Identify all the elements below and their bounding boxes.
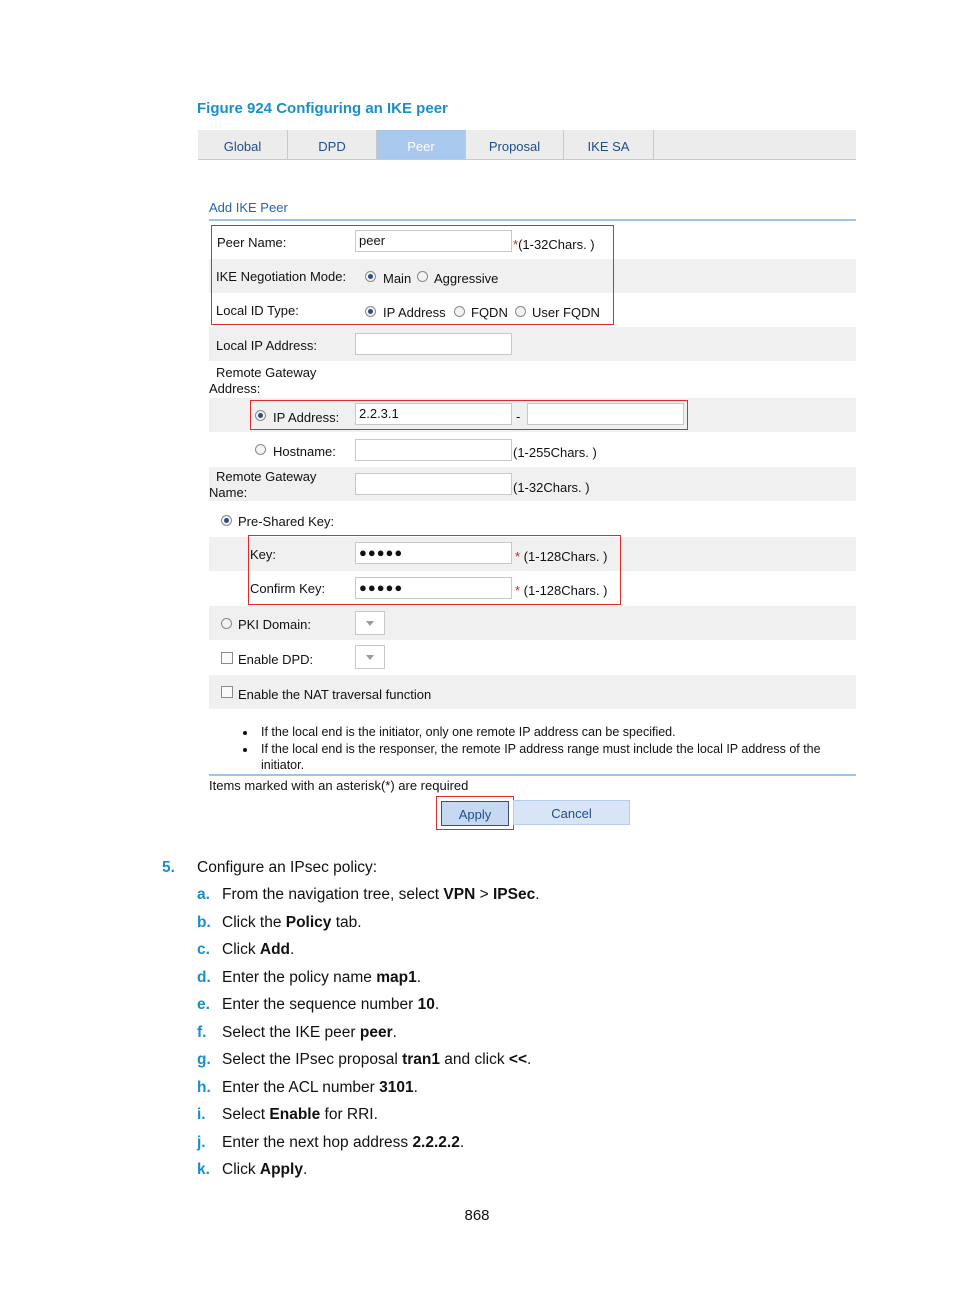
remote-ip-label: IP Address: bbox=[273, 410, 340, 425]
remote-gw-name-label-2: Name: bbox=[209, 485, 248, 500]
substep-item bbox=[197, 1134, 464, 1152]
tab-proposal[interactable]: Proposal bbox=[466, 130, 564, 159]
key-hint-text: (1-128Chars. ) bbox=[520, 549, 608, 564]
substep-text: . bbox=[459, 1133, 465, 1151]
substep-emphasis: << bbox=[508, 1051, 528, 1068]
substep-letter: c. bbox=[197, 941, 210, 958]
substep-text: Select the IPsec proposal bbox=[222, 1051, 403, 1068]
substep-emphasis: peer bbox=[359, 1023, 393, 1041]
substep-item bbox=[197, 1106, 378, 1124]
substep-item bbox=[197, 1024, 397, 1042]
substep-emphasis: Policy bbox=[285, 913, 332, 931]
confirm-key-hint-text: (1-128Chars. ) bbox=[520, 583, 608, 598]
tab-global[interactable]: Global bbox=[198, 130, 288, 159]
substep-text: . bbox=[527, 1051, 532, 1068]
substep-text: Enter the policy name bbox=[222, 968, 377, 986]
substep-emphasis: 2.2.2.2 bbox=[412, 1133, 460, 1151]
substep-emphasis: tran1 bbox=[402, 1051, 440, 1068]
substep-text: . bbox=[302, 1161, 308, 1178]
hostname-input[interactable] bbox=[355, 439, 512, 461]
confirm-key-input[interactable]: ●●●●● bbox=[355, 577, 512, 599]
required-asterisk: * bbox=[513, 237, 519, 252]
range-dash: - bbox=[516, 409, 521, 424]
substep-letter: d. bbox=[197, 968, 211, 986]
step-number: 5. bbox=[162, 859, 175, 876]
pki-domain-label: PKI Domain: bbox=[238, 617, 311, 632]
substep-emphasis: VPN bbox=[443, 886, 476, 903]
local-ip-label: Local IP Address: bbox=[216, 338, 317, 353]
form-title-divider bbox=[209, 219, 856, 221]
substep-item bbox=[197, 914, 362, 932]
required-note: Items marked with an asterisk(*) are required bbox=[209, 778, 469, 793]
radio-pki-domain[interactable] bbox=[221, 618, 232, 629]
substep-letter: f. bbox=[197, 1023, 207, 1041]
pki-domain-select[interactable] bbox=[355, 611, 385, 635]
peer-name-hint-text: (1-32Chars. ) bbox=[518, 237, 595, 252]
substep-item bbox=[197, 1079, 418, 1097]
enable-dpd-label: Enable DPD: bbox=[238, 652, 314, 667]
radio-id-ip-label: IP Address bbox=[383, 305, 446, 320]
apply-button[interactable]: Apply bbox=[441, 801, 509, 826]
substep-text: . bbox=[413, 1078, 418, 1096]
step-text: Configure an IPsec policy: bbox=[197, 859, 378, 876]
substep-emphasis: map1 bbox=[376, 968, 417, 986]
form-title: Add IKE Peer bbox=[209, 200, 288, 215]
substep-text: From the navigation tree, select bbox=[222, 886, 444, 903]
radio-aggressive-label: Aggressive bbox=[434, 271, 499, 286]
highlight-box bbox=[248, 535, 621, 605]
form-bottom-divider bbox=[209, 774, 856, 776]
substep-item bbox=[197, 941, 294, 959]
substep-text: . bbox=[416, 968, 422, 986]
tab-ike-sa[interactable]: IKE SA bbox=[564, 130, 654, 159]
radio-hostname[interactable] bbox=[255, 444, 266, 455]
substep-text: for RRI. bbox=[320, 1106, 378, 1123]
substep-item bbox=[197, 1051, 531, 1069]
remote-gw-name-input[interactable] bbox=[355, 473, 512, 495]
radio-id-user-fqdn-label: User FQDN bbox=[532, 305, 600, 320]
remote-gw-name-label-1: Remote Gateway bbox=[216, 469, 317, 484]
substep-letter: k. bbox=[197, 1161, 210, 1178]
required-asterisk: * bbox=[515, 549, 521, 564]
local-ip-input[interactable] bbox=[355, 333, 512, 355]
pre-shared-key-label: Pre-Shared Key: bbox=[238, 514, 335, 529]
tab-peer[interactable]: Peer bbox=[377, 130, 466, 159]
remote-gw-address-label-2: Address: bbox=[209, 381, 261, 396]
highlight-box bbox=[250, 400, 688, 430]
figure-caption: Figure 924 Configuring an IKE peer bbox=[197, 100, 448, 117]
cancel-button[interactable]: Cancel bbox=[513, 800, 630, 825]
nat-traversal-label: Enable the NAT traversal function bbox=[238, 687, 432, 702]
enable-dpd-checkbox[interactable] bbox=[221, 652, 233, 664]
substep-text: Click bbox=[222, 941, 260, 958]
required-asterisk: * bbox=[515, 583, 521, 598]
highlight-box bbox=[211, 225, 614, 325]
substep-letter: e. bbox=[197, 996, 210, 1013]
substep-text: Select the IKE peer bbox=[222, 1023, 360, 1041]
radio-pre-shared-key[interactable] bbox=[221, 515, 232, 526]
substep-text: and click bbox=[439, 1051, 509, 1068]
note-item: • If the local end is the initiator, only one remote IP address can be specified. bbox=[257, 724, 858, 741]
radio-main-label: Main bbox=[383, 271, 412, 286]
substep-item bbox=[197, 969, 421, 987]
substep-text: Click the bbox=[222, 913, 286, 931]
substep-item bbox=[197, 1161, 307, 1179]
substep-emphasis: Add bbox=[259, 941, 291, 958]
substep-text: . bbox=[434, 996, 440, 1013]
substep-emphasis: Apply bbox=[259, 1161, 303, 1178]
peer-name-label: Peer Name: bbox=[217, 235, 287, 250]
substep-text: . bbox=[290, 941, 295, 958]
substep-letter: j. bbox=[197, 1133, 206, 1151]
note-item: • If the local end is the responser, the remote IP address range must include the local IP address of the initiator. bbox=[257, 741, 858, 774]
key-input[interactable]: ●●●●● bbox=[355, 542, 512, 564]
local-id-type-label: Local ID Type: bbox=[216, 303, 299, 318]
tab-bar bbox=[198, 130, 856, 160]
substep-text: Enter the sequence number bbox=[222, 996, 418, 1013]
substep-letter: b. bbox=[197, 913, 211, 931]
hostname-hint: (1-255Chars. ) bbox=[513, 445, 597, 460]
substep-text: Select bbox=[222, 1106, 270, 1123]
dpd-select[interactable] bbox=[355, 645, 385, 669]
substep-letter: a. bbox=[197, 886, 210, 903]
substep-emphasis: Enable bbox=[269, 1106, 321, 1123]
page-number: 868 bbox=[464, 1207, 490, 1224]
substep-letter: i. bbox=[197, 1106, 206, 1123]
hostname-label: Hostname: bbox=[273, 444, 336, 459]
substep-letter: h. bbox=[197, 1078, 211, 1096]
key-label: Key: bbox=[250, 547, 277, 562]
confirm-key-label: Confirm Key: bbox=[250, 581, 326, 596]
substep-text: . bbox=[392, 1023, 397, 1041]
step-5 bbox=[162, 859, 377, 877]
negotiation-mode-label: IKE Negotiation Mode: bbox=[216, 269, 347, 284]
substep-text: tab. bbox=[331, 913, 362, 931]
notes bbox=[243, 724, 858, 774]
substep-emphasis: 10 bbox=[417, 996, 435, 1013]
radio-id-fqdn-label: FQDN bbox=[471, 305, 508, 320]
substep-item bbox=[197, 996, 439, 1014]
substep-text: Enter the next hop address bbox=[222, 1133, 413, 1151]
substep-text: > bbox=[475, 886, 493, 903]
substep-text: Enter the ACL number bbox=[222, 1078, 380, 1096]
substep-text: Click bbox=[222, 1161, 260, 1178]
substep-item bbox=[197, 886, 540, 904]
substep-emphasis: IPSec bbox=[492, 886, 536, 903]
remote-gw-name-hint: (1-32Chars. ) bbox=[513, 480, 590, 495]
substep-emphasis: 3101 bbox=[379, 1078, 414, 1096]
substep-text: . bbox=[535, 886, 540, 903]
nat-traversal-checkbox[interactable] bbox=[221, 686, 233, 698]
tab-dpd[interactable]: DPD bbox=[288, 130, 377, 159]
remote-ip-start-input[interactable]: 2.2.3.1 bbox=[355, 403, 512, 425]
remote-gw-address-label-1: Remote Gateway bbox=[216, 365, 317, 380]
substep-letter: g. bbox=[197, 1051, 211, 1068]
peer-name-input[interactable]: peer bbox=[355, 230, 512, 252]
